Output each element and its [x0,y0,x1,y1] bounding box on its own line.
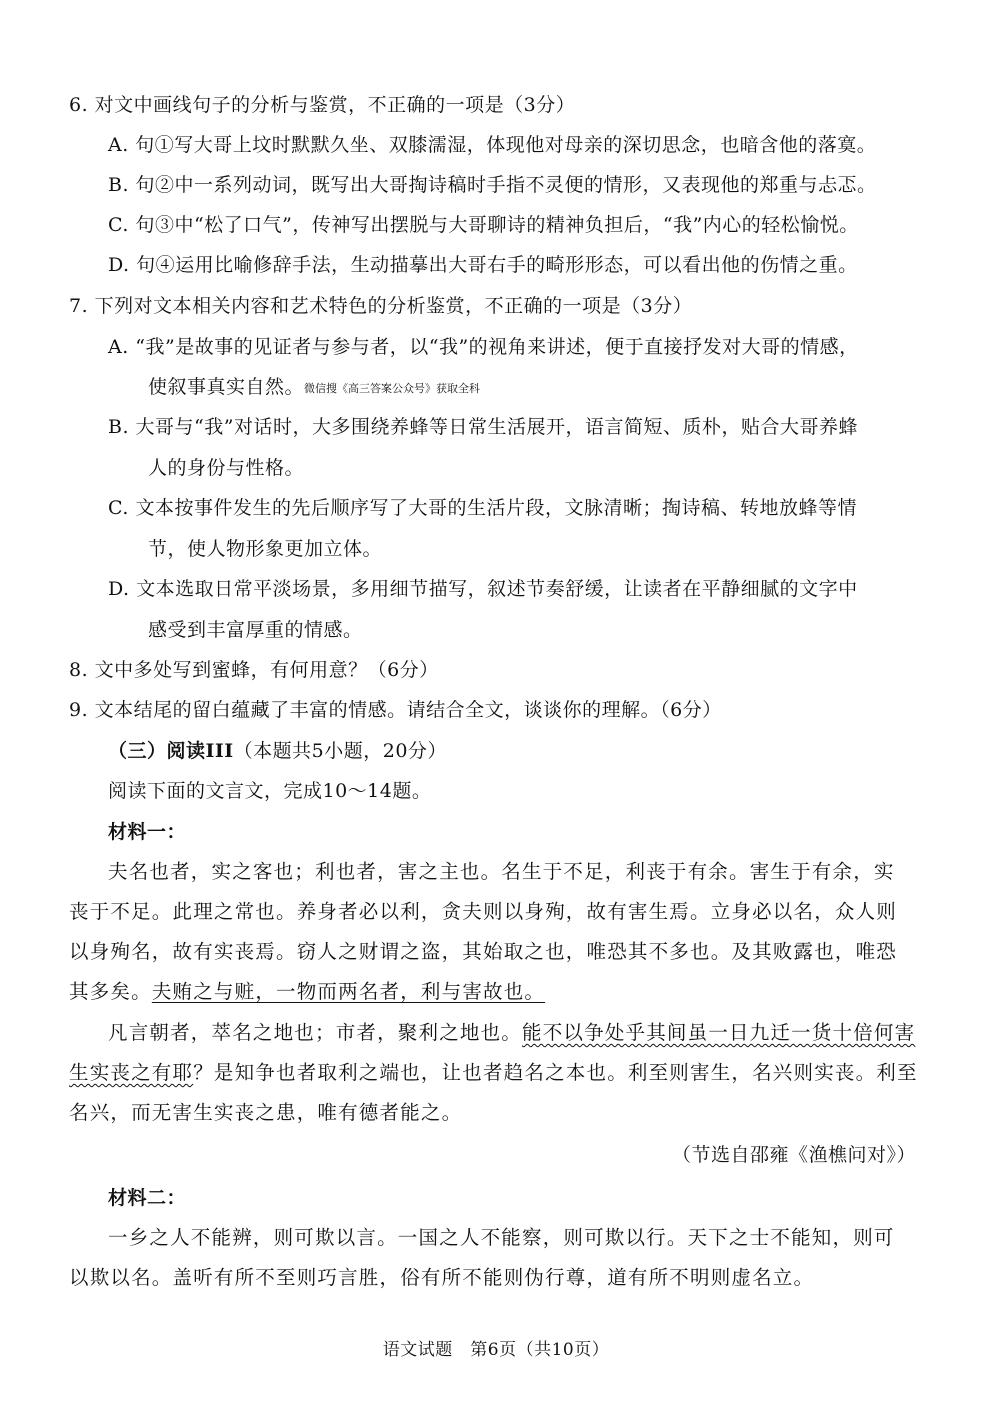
option-a-cont-text: 使叙事真实自然。 [148,376,305,398]
material-2-label: 材料二： [108,1187,187,1209]
question-6-option-d: D. 句④运用比喻修辞手法，生动描摹出大哥右手的畸形形态，可以看出他的伤情之重。 [108,254,858,276]
page-footer: 语文试题 第6页（共10页） [382,1340,610,1360]
material-2-line-1: 一乡之人不能辨，则可欺以言。一国之人不能察，则可欺以行。天下之士不能知，则可 [108,1226,895,1249]
question-6-option-a: A. 句①写大哥上坟时默默久坐、双膝濡湿，体现他对母亲的深切思念，也暗含他的落寞。 [108,134,877,156]
material-1-line-5-text: 凡言朝者，萃名之地也；市者，聚利之地也。 [108,1021,523,1044]
material-1-line-1: 夫名也者，实之客也；利也者，害之主也。名生于不足，利丧于有余。害生于有余，实 [108,860,895,883]
section-3-instruction: 阅读下面的文言文，完成10～14题。 [108,780,432,802]
question-7-option-c: C. 文本按事件发生的先后顺序写了大哥的生活片段，文脉清晰；掏诗稿、转地放蜂等情 [108,497,857,519]
question-6-stem: 6. 对文中画线句子的分析与鉴赏，不正确的一项是（3分） [69,94,576,116]
question-7-option-a: A. “我”是故事的见证者与参与者，以“我”的视角来讲述，便于直接抒发对大哥的情感， [108,336,859,358]
question-7-option-a-cont [148,375,480,401]
material-1-line-7: 名兴，而无害生实丧之患，唯有德者能之。 [69,1101,463,1124]
question-7-option-c-cont: 节，使人物形象更加立体。 [148,538,383,560]
question-8-stem: 8. 文中多处写到蜜蜂，有何用意？（6分） [69,659,439,681]
material-1-line-6 [69,1061,918,1085]
material-1-line-4-text: 其多矣。 [69,980,152,1003]
watermark-note: 微信搜《高三答案公众号》获取全科 [304,382,481,395]
section-3-title: （三）阅读III [108,740,234,762]
question-7-option-d: D. 文本选取日常平淡场景，多用细节描写，叙述节奏舒缓，让读者在平静细腻的文字中 [108,578,858,600]
material-1-line-5 [108,1021,915,1045]
material-1-label: 材料一： [108,821,187,843]
material-1-source: （节选自邵雍《渔樵问对》） [671,1144,916,1166]
underlined-sentence: 夫贿之与赃，一物而两名者，利与害故也。 [151,980,546,1003]
material-1-line-3: 以身殉名，故有实丧焉。窃人之财谓之盗，其始取之也，唯恐其不多也。及其败露也，唯恐 [69,940,898,963]
question-7-option-d-cont: 感受到丰富厚重的情感。 [148,619,363,641]
wavy-underlined-sentence: 能不以争处乎其间虽一日九迁一货十倍何害 [522,1021,916,1044]
material-1-line-2: 丧于不足。此理之常也。养身者必以利，贪夫则以身殉，故有害生焉。立身必以名，众人则 [69,900,898,923]
material-2-line-2: 以欺以名。盖听有所不至则巧言胜，俗有所不能则伪行尊，道有所不明则虚名立。 [69,1266,815,1289]
question-7-option-b: B. 大哥与“我”对话时，大多围绕养蜂等日常生活展开，语言简短、质朴，贴合大哥养蜂 [108,416,858,438]
question-9-stem: 9. 文本结尾的留白蕴藏了丰富的情感。请结合全文，谈谈你的理解。（6分） [69,699,722,721]
material-1-line-6-text: ？是知争也者取利之端也，让也者趋名之本也。利至则害生，名兴则实丧。利至 [193,1061,918,1084]
question-7-stem: 7. 下列对文本相关内容和艺术特色的分析鉴赏，不正确的一项是（3分） [69,295,693,317]
question-7-option-b-cont: 人的身份与性格。 [148,457,305,479]
section-3-heading [108,739,447,763]
section-3-note: （本题共5小题，20分） [233,740,447,762]
question-6-option-c: C. 句③中“松了口气”，传神写出摆脱与大哥聊诗的精神负担后，“我”内心的轻松愉悦。 [108,214,859,236]
material-1-line-4 [69,980,545,1004]
wavy-underlined-sentence-end: 生实丧之有耶 [69,1061,194,1084]
question-6-option-b: B. 句②中一系列动词，既写出大哥掏诗稿时手指不灵便的情形，又表现他的郑重与忐忑。 [108,174,877,196]
